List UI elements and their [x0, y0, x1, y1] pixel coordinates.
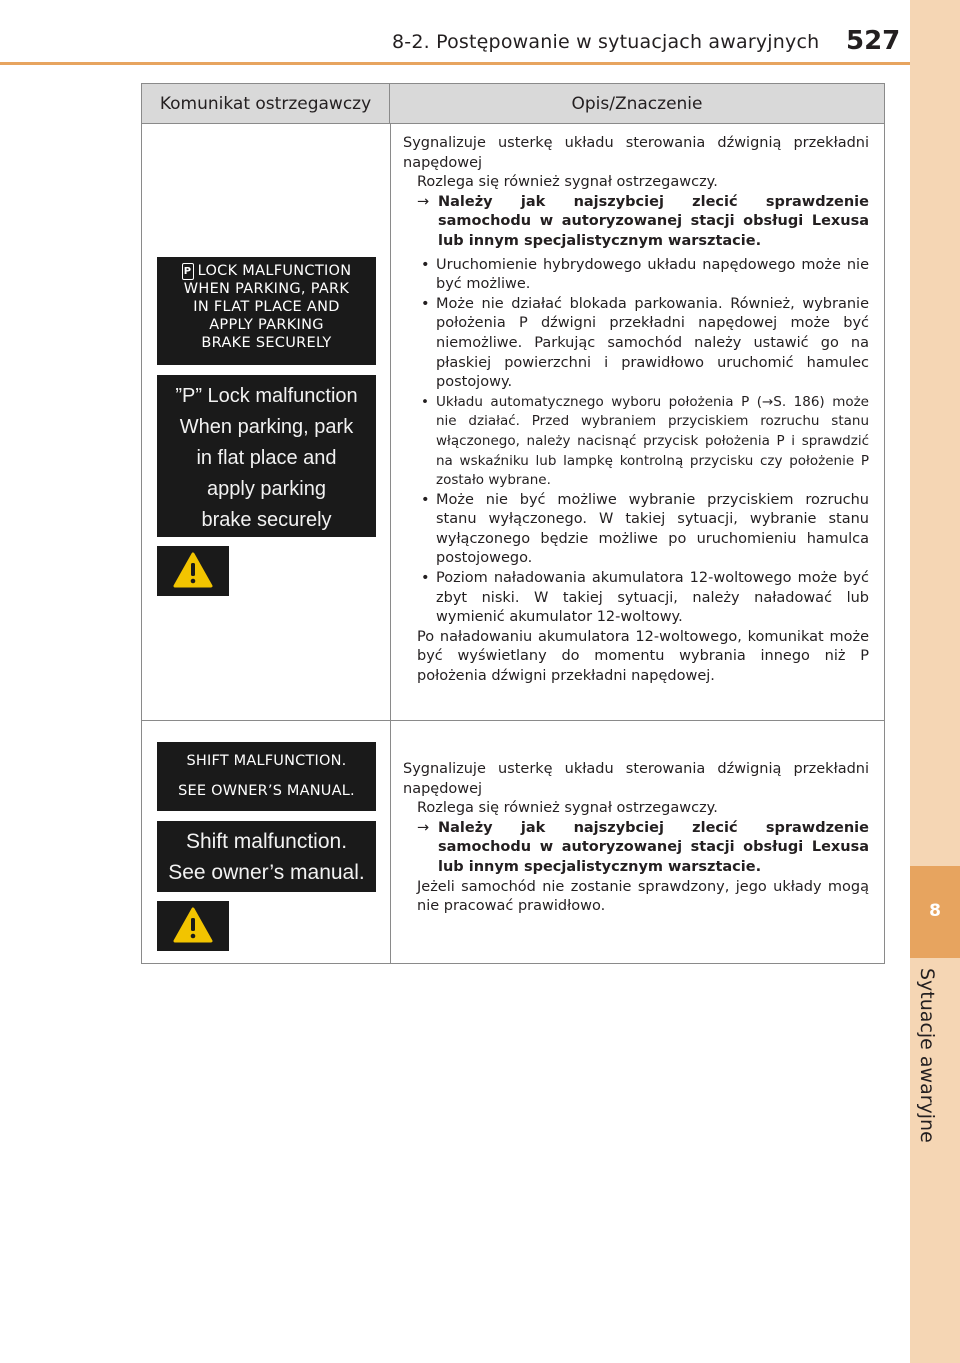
chapter-title: Sytuacje awaryjne [916, 968, 938, 1143]
list-item: • Uruchomienie hybrydowego układu napędowego może nie być możliwe. [403, 256, 869, 295]
chapter-number: 8 [929, 901, 941, 921]
warning-triangle-icon [157, 901, 229, 951]
warning-triangle-icon [157, 546, 229, 596]
description-footer: Po naładowaniu akumulatora 12-woltowego, komunikat może być wyświetlany do momentu wybrania innego niż P położenia dźwigni przekładni napędowej. [417, 628, 869, 685]
column-header-message: Komunikat ostrzegawczy [142, 84, 390, 124]
list-item: • Układu automatycznego wyboru położenia P (→S. 186) może nie działać. Przed wybraniem przyciskiem rozruchu stanu włączonego, należy nacisnąć przycisk położenia P i sprawdzić na wskaźniku lub lampkę kontrolną przycisku czy położenie P zostało wybrane. [403, 393, 869, 491]
arrow-icon: → [417, 193, 430, 210]
description-intro: Sygnalizuje usterkę układu sterowania dźwignią przekładni napędowej [403, 135, 869, 171]
display-shift: Shift malfunction. See owner’s manual. [157, 821, 376, 892]
description-action: → Należy jak najszybciej zlecić sprawdzenie samochodu w autoryzowanej stacji obsługi Lexusa lub innym specjalistycznym warsztacie. [417, 193, 869, 249]
row-divider [142, 720, 884, 721]
list-item: • Może nie być możliwe wybranie przyciskiem rozruchu stanu wyłączonego. W takiej sytuacji, wybranie stanu wyłączonego będzie możliwe po uruchomieniu hamulca postojowego. [403, 491, 869, 569]
list-item: • Poziom naładowania akumulatora 12-woltowego może być zbyt niski. W takiej sytuacji, należy naładować lub wymienić akumulator 12-woltowy. [403, 569, 869, 628]
section-title: 8-2. Postępowanie w sytuacjach awaryjnych [392, 31, 820, 53]
column-header-description: Opis/Znaczenie [390, 84, 884, 124]
display-shift-caps: SHIFT MALFUNCTION. SEE OWNER’S MANUAL. [157, 742, 376, 811]
description-sound: Rozlega się również sygnał ostrzegawczy. [417, 174, 718, 191]
description-footer: Jeżeli samochód nie zostanie sprawdzony, jego układy mogą nie pracować prawidłowo. [417, 878, 869, 915]
description-p-lock [403, 134, 869, 687]
p-position-icon: P [182, 263, 194, 280]
warning-messages-table [141, 83, 885, 964]
chapter-sidebar [910, 0, 960, 1363]
description-intro: Sygnalizuje usterkę układu sterowania dźwignią przekładni napędowej [403, 761, 869, 797]
description-sound: Rozlega się również sygnał ostrzegawczy. [417, 800, 718, 817]
header-divider [0, 62, 910, 65]
description-bullets [403, 256, 869, 628]
display-p-lock-caps: P LOCK MALFUNCTION WHEN PARKING, PARK IN FLAT PLACE AND APPLY PARKING BRAKE SECURELY [157, 257, 376, 365]
arrow-icon: → [417, 819, 430, 836]
page-number: 527 [846, 26, 901, 56]
list-item: • Może nie działać blokada parkowania. Również, wybranie położenia P dźwigni przekładni napędowej może być niemożliwe. Parkując samochód należy ustawić go na płaskiej powierzchni i prawidłowo uruchomić hamulec postojowy. [403, 295, 869, 393]
description-action: → Należy jak najszybciej zlecić sprawdzenie samochodu w autoryzowanej stacji obsługi Lexusa lub innym specjalistycznym warsztacie. [417, 819, 869, 875]
display-p-lock: ”P” Lock malfunction When parking, park in flat place and apply parking brake securely [157, 375, 376, 537]
description-shift [403, 760, 869, 917]
column-divider [390, 124, 391, 963]
